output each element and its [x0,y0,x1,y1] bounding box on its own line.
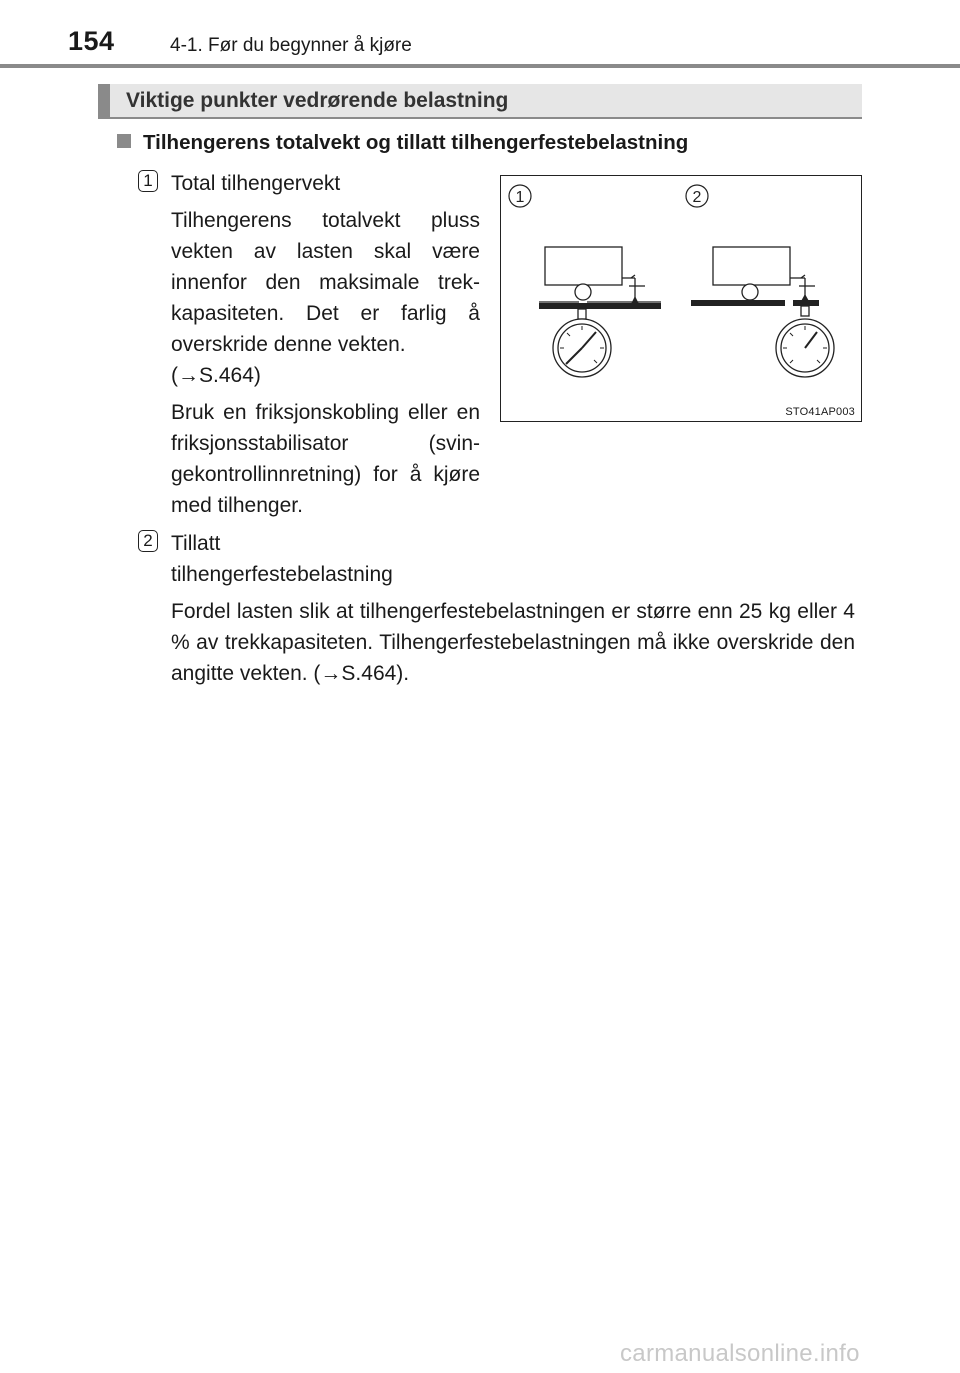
item-paragraph [171,397,480,521]
watermark: carmanualsonline.info [620,1340,860,1367]
item-title [171,528,393,590]
hitch-weight-marker-left [631,296,639,304]
item-paragraph [171,596,855,689]
subsection-heading [117,131,688,155]
item-number-badge: 2 [138,530,158,552]
trailer-weight-figure [500,175,862,422]
figure-label-2: 2 [692,189,702,206]
item-paragraph [171,205,480,391]
subsection-title: Tilhengerens totalvekt og tillatt tilhengerfestebelastning [143,131,689,154]
page-number: 154 [68,26,115,56]
header-rule [0,64,960,68]
item-title-line: tilhengerfestebelastning [171,563,393,586]
chapter-header: 4-1. Før du begynner å kjøre [170,35,412,56]
figure-code: STO41AP003 [785,406,855,418]
section-title-bar [98,84,862,119]
trailer-scales-illustration [501,176,863,423]
trailer-on-scale-left [539,247,661,377]
item-title: Total tilhengervekt [171,172,341,195]
item-title-line: Tillatt [171,532,221,555]
figure-label-1: 1 [515,189,525,206]
section-title: Viktige punkter vedrørende belastning [126,89,509,112]
page-reference: (→S.464) [171,364,261,387]
item-paragraph-text: Fordel lasten slik at tilhengerfestebelastningen er større enn 25 kg eller 4 % av trekkapasiteten. Tilhengerfestebelastningen må ikke overskride den angitte vekten. (→S.464). [171,600,855,685]
item-paragraph-text: Bruk en friksjonskobling eller en friksjonsstabilisator (svin-gekontrollinnretning) for å kjøre med tilhenger. [171,401,480,517]
item-number-badge: 1 [138,170,158,192]
hitch-on-scale-right [691,247,834,377]
hitch-weight-marker-right [800,294,810,303]
item-paragraph-text: Tilhengerens totalvekt pluss vekten av lasten skal være innenfor den maksimale trek-kapasiteten. Det er farlig å overskride denne vekten. [171,209,480,356]
square-bullet-icon [117,134,131,148]
